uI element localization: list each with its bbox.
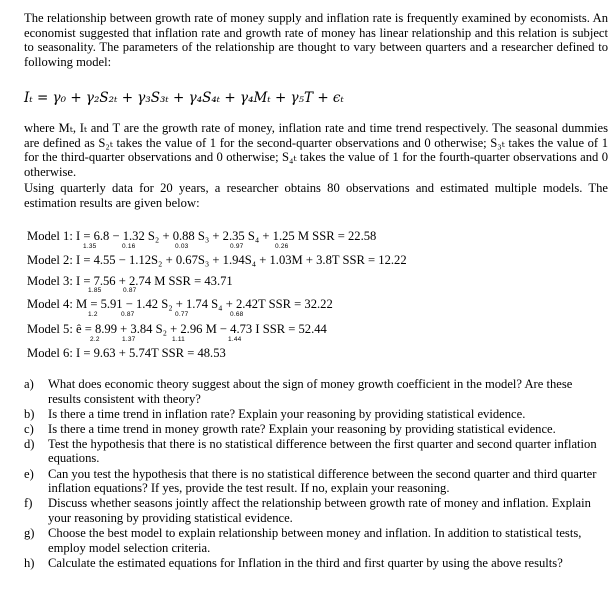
model-5-se: 1.37 (122, 336, 136, 343)
model-4-se: 0.87 (121, 311, 135, 318)
model-4-se: 0.68 (230, 311, 244, 318)
question-label: a) (24, 377, 34, 391)
question-label: c) (24, 421, 34, 436)
question-text: Is there a time trend in inflation rate? Explain your reasoning by providing statistical evidence. (48, 406, 526, 421)
question-label: b) (24, 406, 35, 421)
definitions-paragraph: where Mₜ, Iₜ and T are the growth rate of money, inflation rate and time trend respectively. The seasonal dummies are defined as S₂ₜ takes the value of 1 for the second-quarter observations and 0 otherwise; S₃ₜ takes the value of 1 for the third-quarter observations and 0 otherwise; S₄ₜ takes the value of 1 for the fourth-quarter observations and 0 otherwise. (24, 121, 608, 179)
question-e (24, 467, 608, 496)
question-text: Test the hypothesis that there is no statistical difference between the first quarter and second quarter inflation equations. (48, 436, 597, 466)
model-1-se: 0.26 (275, 243, 289, 250)
model-4-se: 1.2 (88, 311, 98, 318)
question-h (24, 556, 608, 571)
question-label: g) (24, 525, 35, 540)
question-text: Choose the best model to explain relationship between money and inflation. In addition to statistical tests, employ model selection criteria. (48, 525, 582, 555)
model-1-se: 0.03 (175, 243, 189, 250)
model-2-equation: Model 2: I = 4.55 − 1.12S₂ + 0.67S₃ + 1.94S₄ + 1.03M + 3.8T SSR = 12.22 (27, 253, 407, 267)
question-text: What does economic theory suggest about the sign of money growth coefficient in the model? Are these results consistent with theory? (48, 377, 573, 406)
model-6-equation: Model 6: I = 9.63 + 5.74T SSR = 48.53 (27, 346, 226, 360)
question-label: h) (24, 555, 35, 570)
model-3-se: 1.85 (88, 287, 102, 294)
question-text: Calculate the estimated equations for Inflation in the third and first quarter by using the above results? (48, 555, 563, 570)
model-5-se: 2.2 (90, 336, 100, 343)
question-label: e) (24, 466, 34, 481)
model-4-equation: Model 4: M = 5.91 − 1.42 S₂ + 1.74 S₄ + 2.42T SSR = 32.22 (27, 297, 333, 311)
question-a (24, 377, 608, 406)
model-5-equation: Model 5: ê = 8.99 + 3.84 S₂ + 2.96 M − 4.73 I SSR = 52.44 (27, 322, 327, 336)
model-1-se: 0.16 (122, 243, 136, 250)
document-page (24, 11, 608, 69)
question-label: d) (24, 436, 35, 451)
model-5-se: 1.11 (172, 336, 185, 343)
question-d (24, 437, 608, 466)
model-3-equation: Model 3: I = 7.56 + 2.74 M SSR = 43.71 (27, 274, 233, 288)
model-3-se: 0.87 (123, 287, 137, 294)
question-f (24, 496, 608, 525)
question-g (24, 526, 608, 555)
model-formula: Iₜ = γ₀ + γ₂S₂ₜ + γ₃S₃ₜ + γ₄S₄ₜ + γ₄Mₜ + γ₅T + ϵₜ (24, 90, 344, 106)
model-5-se: 1.44 (228, 336, 242, 343)
model-1-se: 0.97 (230, 243, 244, 250)
question-c (24, 422, 608, 437)
model-4-se: 0.77 (175, 311, 189, 318)
question-text: Is there a time trend in money growth rate? Explain your reasoning by providing statistical evidence. (48, 421, 556, 436)
question-list (24, 377, 608, 571)
question-b (24, 407, 608, 422)
question-text: Discuss whether seasons jointly affect the relationship between growth rate of money and inflation. Explain your reasoning by providing statistical evidence. (48, 496, 591, 525)
intro-paragraph: The relationship between growth rate of money supply and inflation rate is frequently examined by economists. An economist suggested that inflation rate and growth rate of money has linear relationship and this relation is subject to seasonality. The parameters of the relationship are thought to vary between quarters and a researcher defined to following model: (24, 11, 608, 69)
question-label: f) (24, 496, 33, 511)
data-description: Using quarterly data for 20 years, a researcher obtains 80 observations and estimated multiple models. The estimation results are given below: (24, 181, 608, 210)
question-text: Can you test the hypothesis that there is no statistical difference between the second quarter and third quarter inflation equations? If yes, provide the test result. If no, explain your reasoning. (48, 466, 597, 496)
model-1-se: 1.35 (83, 243, 97, 250)
model-1-equation: Model 1: I = 6.8 − 1.32 S₂ + 0.88 S₃ + 2.35 S₄ + 1.25 M SSR = 22.58 (27, 229, 377, 243)
